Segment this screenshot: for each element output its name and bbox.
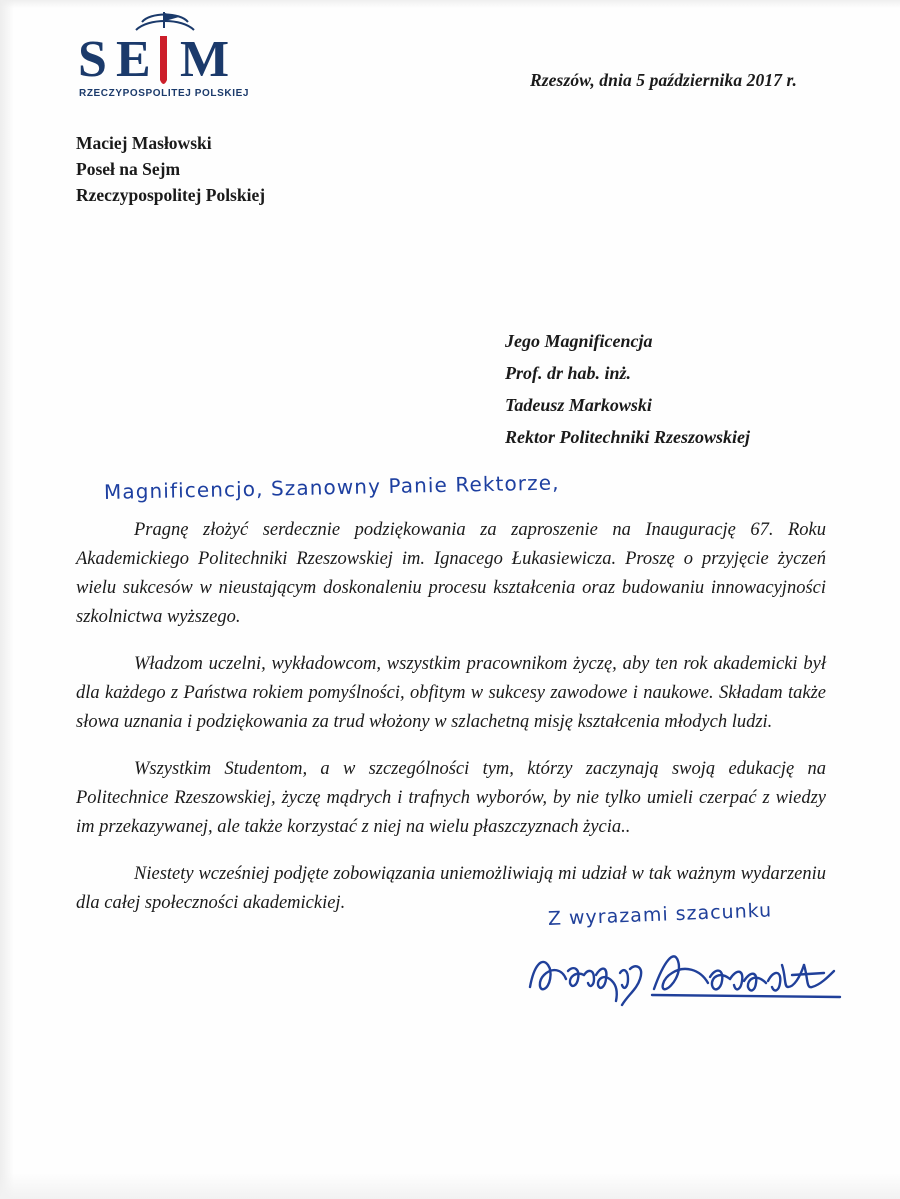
letterhead	[76, 10, 266, 110]
body-paragraph-4: Niestety wcześniej podjęte zobowiązania uniemożliwiają mi udział w tak ważnym wydarzeniu dla całej społeczności akademickiej.	[76, 864, 826, 913]
svg-text:E: E	[116, 31, 158, 88]
sender-line-1: Maciej Masłowski	[76, 133, 212, 153]
addressee-line-2: Prof. dr hab. inż.	[505, 363, 632, 383]
addressee-line-3: Tadeusz Markowski	[505, 395, 652, 415]
signature	[524, 935, 844, 1015]
letter-body	[76, 516, 826, 936]
handwritten-salutation: Magnificencjo, Szanowny Panie Rektorze,	[103, 470, 560, 504]
body-paragraph-1: Pragnę złożyć serdecznie podziękowania za zaproszenie na Inaugurację 67. Roku Akademickiego Politechniki Rzeszowskiej im. Ignacego Łukasiewicza. Proszę o przyjęcie życzeń wielu sukcesów w nieustającym doskonaleniu procesu kształcenia oraz budowaniu innowacyjności szkolnictwa wyższego.	[76, 520, 826, 627]
addressee-block	[505, 325, 750, 453]
sender-block	[76, 130, 265, 208]
sender-line-3: Rzeczypospolitej Polskiej	[76, 185, 266, 205]
sejm-logo-icon	[76, 10, 266, 110]
addressee-line-1: Jego Magnificencja	[505, 331, 653, 351]
sender-line-2: Poseł na Sejm	[76, 159, 181, 179]
svg-text:M: M	[180, 31, 234, 88]
body-paragraph-3: Wszystkim Studentom, a w szczególności tym, którzy zaczynają swoją edukację na Politechnice Rzeszowskiej, życzę mądrych i trafnych wyborów, by nie tylko umieli czerpać z wiedzy im przekazywanej, ale także korzystać z niej na wielu płaszczyznach życia..	[76, 759, 826, 837]
scan-edge-top	[0, 0, 900, 8]
svg-text:S: S	[78, 31, 114, 88]
letterhead-subtitle: RZECZYPOSPOLITEJ POLSKIEJ	[79, 88, 250, 99]
scan-edge-bottom	[0, 1173, 900, 1199]
body-paragraph-2: Władzom uczelni, wykładowcom, wszystkim pracownikom życzę, aby ten rok akademicki był dla każdego z Państwa rokiem pomyślności, obfitym w sukcesy zawodowe i naukowe. Składam także słowa uznania i podziękowania za trud włożony w szlachetną misję kształcenia młodych ludzi.	[76, 654, 826, 732]
scan-edge-left	[0, 0, 14, 1199]
signature-icon	[524, 935, 844, 1015]
date-line: Rzeszów, dnia 5 października 2017 r.	[530, 70, 797, 90]
handwritten-closing: Z wyrazami szacunku	[547, 899, 773, 930]
addressee-line-4: Rektor Politechniki Rzeszowskiej	[505, 427, 751, 447]
